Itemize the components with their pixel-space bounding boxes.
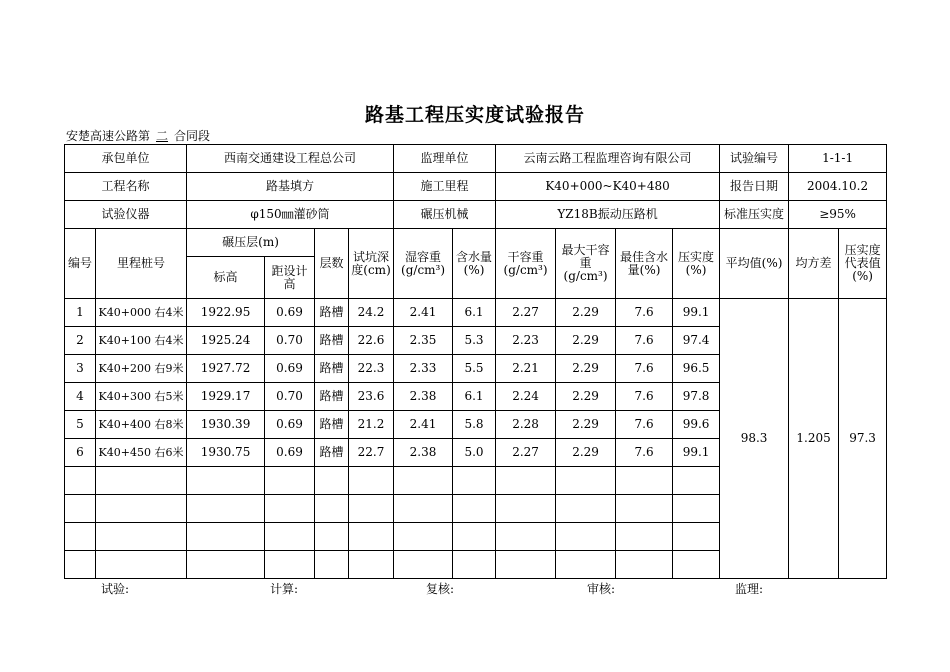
signature-audit-label: 审核:: [587, 582, 616, 596]
cell-comp: 97.8: [673, 383, 720, 411]
cell-wet: 2.35: [394, 327, 453, 355]
header-pit-depth: 试坑深度(cm): [349, 229, 394, 299]
cell-no: 6: [65, 439, 96, 467]
cell-no: 1: [65, 299, 96, 327]
cell-dry: 2.24: [496, 383, 556, 411]
header-representative: 压实度代表值(%): [839, 229, 887, 299]
summary-average: 98.3: [720, 299, 789, 579]
cell-moisture: 5.5: [453, 355, 496, 383]
summary-representative: 97.3: [839, 299, 887, 579]
cell-moisture: 6.1: [453, 383, 496, 411]
signature-supervisor-label: 监理:: [735, 582, 764, 596]
cell-station: K40+100 右4米: [96, 327, 187, 355]
table-row: [65, 299, 887, 327]
info-label: 承包单位: [65, 145, 187, 173]
header-station: 里程桩号: [96, 229, 187, 299]
cell-moisture: 5.0: [453, 439, 496, 467]
signature-review-label: 复核:: [426, 582, 455, 596]
cell-layer: 路槽: [315, 439, 349, 467]
cell-wet: 2.38: [394, 439, 453, 467]
header-no: 编号: [65, 229, 96, 299]
compaction-table: [64, 144, 887, 579]
info-value: 云南云路工程监理咨询有限公司: [496, 145, 720, 173]
cell-depth: 22.3: [349, 355, 394, 383]
header-elevation: 标高: [187, 257, 265, 299]
cell-layer: 路槽: [315, 383, 349, 411]
info-row: [65, 145, 887, 173]
info-row: [65, 201, 887, 229]
info-value: 1-1-1: [789, 145, 887, 173]
cell-wet: 2.33: [394, 355, 453, 383]
cell-station: K40+450 右6米: [96, 439, 187, 467]
cell-no: 4: [65, 383, 96, 411]
info-value: φ150㎜灌砂筒: [187, 201, 394, 229]
cell-moisture: 5.3: [453, 327, 496, 355]
cell-dry: 2.27: [496, 439, 556, 467]
cell-depth: 24.2: [349, 299, 394, 327]
cell-layer: 路槽: [315, 411, 349, 439]
signature-calc-label: 计算:: [270, 582, 299, 596]
info-value: 2004.10.2: [789, 173, 887, 201]
cell-max-dry: 2.29: [556, 355, 616, 383]
cell-no: 3: [65, 355, 96, 383]
contract-prefix: 安楚高速公路第: [66, 129, 151, 143]
contract-suffix: 合同段: [174, 129, 211, 143]
cell-elevation: 1922.95: [187, 299, 265, 327]
cell-opt: 7.6: [616, 327, 673, 355]
header-optimum-moisture: 最佳含水量(%): [616, 229, 673, 299]
cell-moisture: 6.1: [453, 299, 496, 327]
header-average: 平均值(%): [720, 229, 789, 299]
cell-depth: 22.6: [349, 327, 394, 355]
cell-max-dry: 2.29: [556, 299, 616, 327]
info-label: 碾压机械: [394, 201, 496, 229]
signature-test-label: 试验:: [101, 582, 130, 596]
cell-elevation: 1930.75: [187, 439, 265, 467]
cell-dry: 2.21: [496, 355, 556, 383]
cell-max-dry: 2.29: [556, 439, 616, 467]
cell-comp: 99.6: [673, 411, 720, 439]
cell-opt: 7.6: [616, 411, 673, 439]
cell-opt: 7.6: [616, 439, 673, 467]
cell-dist: 0.70: [265, 383, 315, 411]
cell-station: K40+300 右5米: [96, 383, 187, 411]
contract-section-number: 二: [156, 129, 169, 143]
header-row: [65, 229, 887, 257]
cell-wet: 2.41: [394, 411, 453, 439]
info-label: 施工里程: [394, 173, 496, 201]
cell-comp: 96.5: [673, 355, 720, 383]
info-value: 路基填方: [187, 173, 394, 201]
cell-dry: 2.28: [496, 411, 556, 439]
info-label: 试验编号: [720, 145, 789, 173]
header-max-dry-density: 最大干容重(g/cm³): [556, 229, 616, 299]
cell-elevation: 1929.17: [187, 383, 265, 411]
cell-station: K40+200 右9米: [96, 355, 187, 383]
info-value: K40+000~K40+480: [496, 173, 720, 201]
info-value: 西南交通建设工程总公司: [187, 145, 394, 173]
info-value: ≥95%: [789, 201, 887, 229]
cell-dry: 2.23: [496, 327, 556, 355]
info-label: 试验仪器: [65, 201, 187, 229]
header-layer-group: 碾压层(m): [187, 229, 315, 257]
cell-comp: 99.1: [673, 299, 720, 327]
cell-layer: 路槽: [315, 299, 349, 327]
report-title: 路基工程压实度试验报告: [364, 104, 585, 126]
header-compaction: 压实度(%): [673, 229, 720, 299]
cell-wet: 2.38: [394, 383, 453, 411]
cell-layer: 路槽: [315, 327, 349, 355]
cell-dist: 0.69: [265, 439, 315, 467]
summary-variance: 1.205: [789, 299, 839, 579]
cell-elevation: 1925.24: [187, 327, 265, 355]
cell-elevation: 1927.72: [187, 355, 265, 383]
cell-opt: 7.6: [616, 299, 673, 327]
info-label: 报告日期: [720, 173, 789, 201]
info-value: YZ18B振动压路机: [496, 201, 720, 229]
header-moisture: 含水量(%): [453, 229, 496, 299]
header-dist-design: 距设计高: [265, 257, 315, 299]
cell-moisture: 5.8: [453, 411, 496, 439]
contract-section: [66, 127, 210, 144]
cell-dist: 0.69: [265, 411, 315, 439]
cell-depth: 22.7: [349, 439, 394, 467]
header-dry-density: 干容重(g/cm³): [496, 229, 556, 299]
cell-dry: 2.27: [496, 299, 556, 327]
cell-no: 5: [65, 411, 96, 439]
cell-max-dry: 2.29: [556, 383, 616, 411]
info-label: 工程名称: [65, 173, 187, 201]
cell-opt: 7.6: [616, 355, 673, 383]
cell-no: 2: [65, 327, 96, 355]
info-row: [65, 173, 887, 201]
info-label: 监理单位: [394, 145, 496, 173]
cell-comp: 99.1: [673, 439, 720, 467]
header-layer-count: 层数: [315, 229, 349, 299]
cell-layer: 路槽: [315, 355, 349, 383]
cell-elevation: 1930.39: [187, 411, 265, 439]
cell-wet: 2.41: [394, 299, 453, 327]
cell-max-dry: 2.29: [556, 327, 616, 355]
cell-depth: 23.6: [349, 383, 394, 411]
cell-opt: 7.6: [616, 383, 673, 411]
info-label: 标准压实度: [720, 201, 789, 229]
cell-station: K40+000 右4米: [96, 299, 187, 327]
cell-dist: 0.69: [265, 299, 315, 327]
header-wet-density: 湿容重(g/cm³): [394, 229, 453, 299]
cell-max-dry: 2.29: [556, 411, 616, 439]
cell-dist: 0.69: [265, 355, 315, 383]
cell-comp: 97.4: [673, 327, 720, 355]
cell-depth: 21.2: [349, 411, 394, 439]
cell-dist: 0.70: [265, 327, 315, 355]
header-variance: 均方差: [789, 229, 839, 299]
cell-station: K40+400 右8米: [96, 411, 187, 439]
